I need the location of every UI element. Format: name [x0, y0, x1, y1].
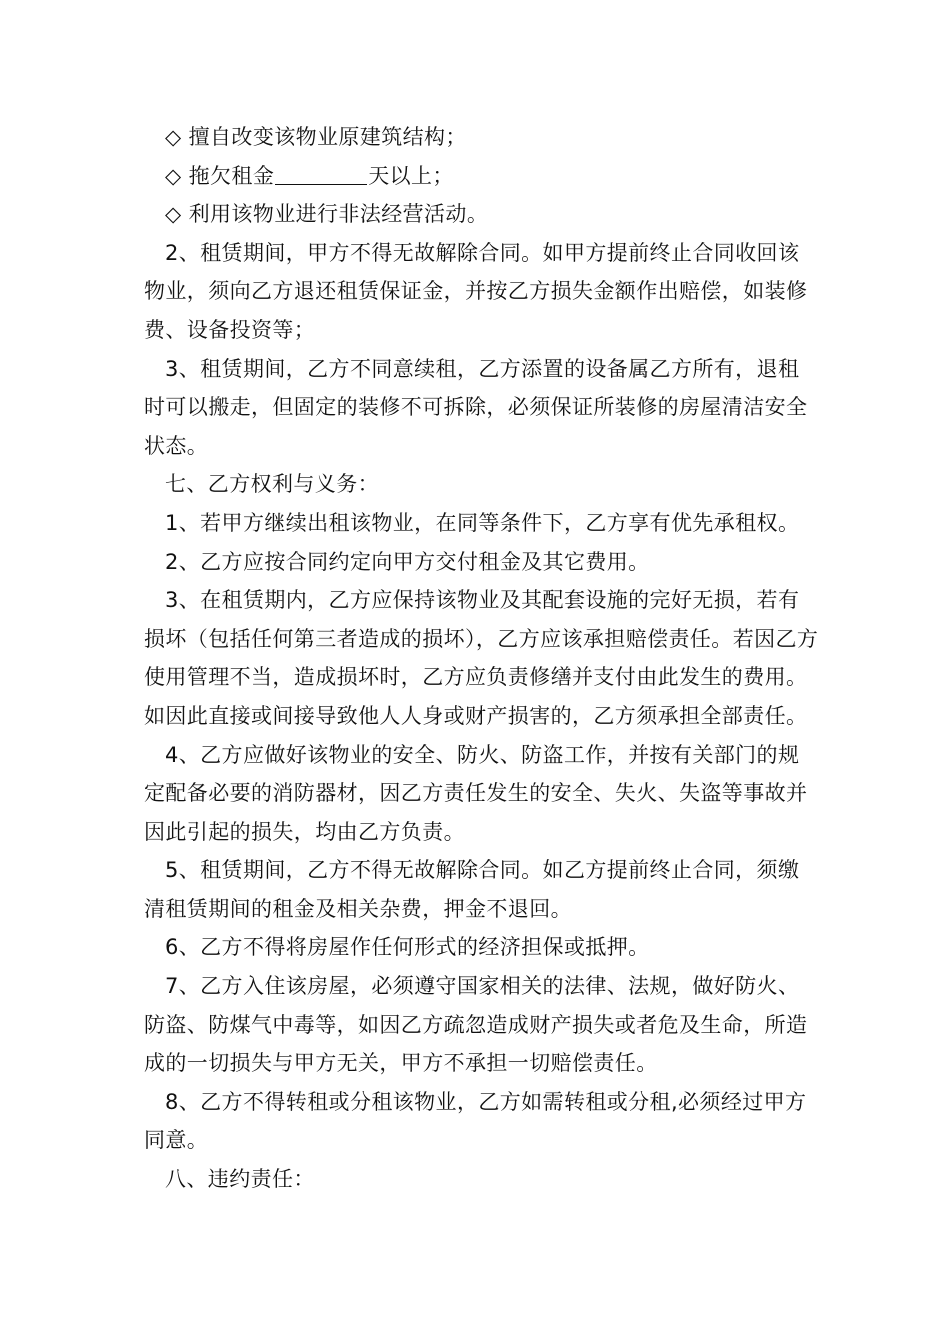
paragraph: 3、在租赁期内，乙方应保持该物业及其配套设施的完好无损，若有损坏（包括任何第三者造成的损坏），乙方应该承担赔偿责任。若因乙方使用管理不当，造成损坏时，乙方应负责修缮并支付由此发生的费用。如因此直接或间接导致他人人身或财产损害的，乙方须承担全部责任。	[144, 588, 819, 728]
paragraph: 5、租赁期间，乙方不得无故解除合同。如乙方提前终止合同，须缴清租赁期间的租金及相关杂费，押金不退回。	[144, 858, 800, 921]
paragraph: 2、乙方应按合同约定向甲方交付租金及其它费用。	[165, 549, 650, 574]
section-heading: 八、违约责任：	[165, 1167, 315, 1192]
paragraph: 3、租赁期间，乙方不同意续租，乙方添置的设备属乙方所有，退租时可以搬走，但固定的装修不可拆除，必须保证所装修的房屋清洁安全状态。	[144, 356, 808, 458]
bullet-text-before-blank: ◇ 拖欠租金	[165, 163, 275, 188]
paragraph: 4、乙方应做好该物业的安全、防火、防盗工作，并按有关部门的规定配备必要的消防器材，因乙方责任发生的安全、失火、失盗等事故并因此引起的损失，均由乙方负责。	[144, 742, 808, 844]
paragraph: 1、若甲方继续出租该物业，在同等条件下，乙方享有优先承租权。	[165, 510, 800, 535]
paragraph: 6、乙方不得将房屋作任何形式的经济担保或抵押。	[165, 935, 650, 960]
section-heading: 七、乙方权利与义务：	[165, 472, 379, 497]
bullet-text-after-blank: 天以上；	[368, 163, 454, 188]
bullet-item: ◇ 擅自改变该物业原建筑结构；	[165, 125, 467, 149]
document-body	[144, 118, 820, 1199]
fill-in-blank	[275, 163, 367, 185]
paragraph: 8、乙方不得转租或分租该物业，乙方如需转租或分租,必须经过甲方同意。	[144, 1089, 807, 1153]
bullet-item-rent-arrears	[144, 157, 820, 196]
paragraph: 2、租赁期间，甲方不得无故解除合同。如甲方提前终止合同收回该物业，须向乙方退还租赁保证金，并按乙方损失金额作出赔偿，如装修费、设备投资等；	[144, 240, 808, 342]
bullet-item: ◇ 利用该物业进行非法经营活动。	[165, 202, 489, 227]
paragraph: 7、乙方入住该房屋，必须遵守国家相关的法律、法规，做好防火、防盗、防煤气中毒等，如因乙方疏忽造成财产损失或者危及生命，所造成的一切损失与甲方无关，甲方不承担一切赔偿责任。	[144, 974, 808, 1076]
